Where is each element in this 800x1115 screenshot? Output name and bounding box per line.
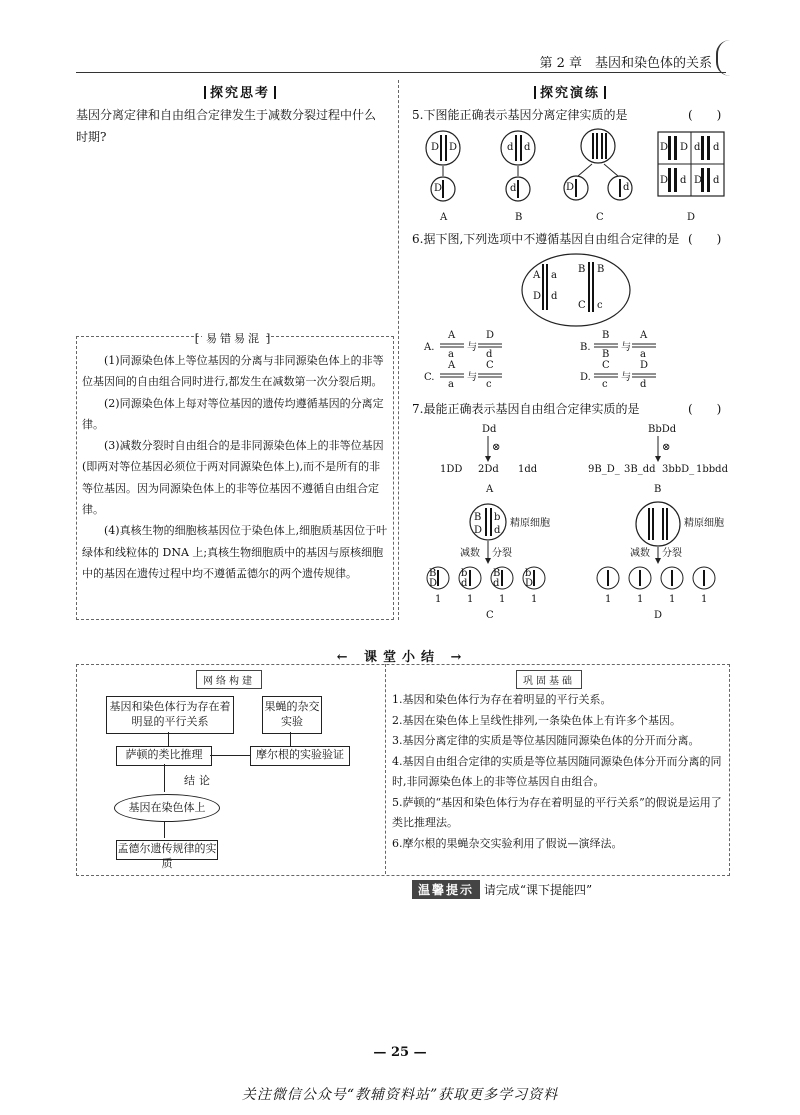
svg-text:BbDd: BbDd (648, 424, 677, 435)
tip-label: 温馨提示 (412, 880, 480, 899)
svg-text:⊗: ⊗ (492, 442, 501, 453)
svg-text:d: d (713, 142, 720, 153)
svg-text:1: 1 (467, 594, 474, 605)
error-item: (3)减数分裂时自由组合的是非同源染色体上的非等位基因(即两对等位基因必须位于两对同源染色体上),而不是所有的非等位基因。因为同源染色体上的非等位基因不遵循自由组合定律。 (82, 439, 384, 517)
svg-text:9B_D_: 9B_D_ (588, 464, 620, 475)
conclusion-label: 结论 (184, 774, 214, 787)
svg-text:D: D (486, 330, 495, 341)
header-rule (76, 72, 726, 73)
svg-text:d: d (640, 379, 647, 390)
svg-text:3bbD_: 3bbD_ (662, 464, 695, 475)
svg-text:Dd: Dd (482, 424, 497, 435)
svg-text:c: c (602, 379, 608, 390)
svg-text:d: d (713, 175, 720, 186)
svg-text:D: D (640, 360, 649, 371)
consolidate-list (392, 690, 722, 854)
consolidate-item: 2.基因在染色体上呈线性排列,一条染色体上有许多个基因。 (392, 713, 681, 727)
header-decoration (716, 40, 732, 76)
svg-text:精原细胞: 精原细胞 (684, 518, 724, 529)
summary-title: ← 课堂小结 → (336, 650, 468, 665)
explore-practice-title: 探究演练 (530, 82, 610, 101)
svg-text:与: 与 (467, 372, 477, 383)
svg-text:D: D (566, 182, 575, 193)
svg-text:B: B (602, 330, 610, 341)
q6-option-c: C. (424, 372, 435, 383)
svg-text:分裂: 分裂 (492, 548, 512, 559)
svg-text:A: A (640, 330, 648, 341)
q6-gene: d (551, 291, 558, 302)
svg-text:D: D (654, 610, 663, 620)
svg-text:b: b (461, 568, 468, 579)
consolidate-title: 巩固基础 (516, 670, 582, 689)
svg-text:B: B (429, 568, 437, 579)
q6-paren: ( ) (688, 232, 722, 246)
svg-text:d: d (494, 525, 501, 536)
svg-text:c: c (486, 379, 492, 390)
flow-arrow (210, 755, 250, 756)
svg-text:D: D (660, 142, 669, 153)
svg-text:1: 1 (499, 594, 506, 605)
q6-option-d: D. (580, 372, 591, 383)
consolidate-item: 6.摩尔根的果蝇杂交实验利用了假说—演绎法。 (392, 836, 623, 850)
q5-option-c: C (596, 212, 604, 223)
svg-text:D: D (449, 142, 458, 153)
error-item: (2)同源染色体上每对等位基因的遗传均遵循基因的分离定律。 (82, 396, 384, 431)
consolidate-item: 4.基因自由组合定律的实质是等位基因随同源染色体分开而分离的同时,非同源染色体上的非等位基因自由组合。 (392, 754, 722, 788)
svg-text:与: 与 (621, 372, 631, 383)
svg-text:d: d (507, 142, 514, 153)
error-item: (4)真核生物的细胞核基因位于染色体上,细胞质基因位于叶绿体和线粒体的 DNA 上;真核生物细胞质中的基因与原核细胞中的基因在遗传过程中均不遵循孟德尔的两个遗传规律。 (82, 524, 388, 580)
q6-gene: c (597, 300, 603, 311)
svg-text:d: d (486, 349, 493, 360)
svg-text:A: A (448, 330, 456, 341)
consolidate-item: 5.萨顿的“基因和染色体行为存在着明显的平行关系”的假说是运用了类比推理法。 (392, 795, 722, 829)
box-mendel-essence: 孟德尔遗传规律的实质 (117, 842, 217, 870)
svg-text:b: b (494, 512, 501, 523)
svg-text:1: 1 (531, 594, 538, 605)
svg-text:1: 1 (637, 594, 644, 605)
svg-text:a: a (448, 379, 454, 390)
error-box-title: [ 易错易混 ] (194, 332, 274, 345)
svg-text:C: C (602, 360, 610, 371)
q7-text: 7.最能正确表示基因自由组合定律实质的是 (412, 402, 640, 416)
q7-paren: ( ) (688, 402, 722, 416)
svg-text:d: d (694, 142, 701, 153)
q5-diagram (410, 128, 730, 224)
svg-text:1bbdd: 1bbdd (696, 464, 728, 475)
svg-text:A: A (448, 360, 456, 371)
explore-thinking-title: 探究思考 (200, 82, 280, 101)
flow-arrow (290, 732, 291, 746)
svg-text:D: D (680, 142, 689, 153)
svg-text:减数: 减数 (460, 548, 480, 559)
q6-cell-diagram (520, 252, 632, 328)
box-sutton-analogy: 萨顿的类比推理 (116, 746, 212, 766)
q6-gene: D (533, 291, 542, 302)
q6-gene: B (578, 264, 586, 275)
warm-tip (412, 880, 592, 899)
q5-option-b: B (515, 212, 523, 223)
q6-gene: A (533, 270, 541, 281)
svg-text:b: b (525, 568, 532, 579)
svg-text:D: D (694, 175, 703, 186)
oval-genes-on-chromosomes: 基因在染色体上 (114, 794, 220, 822)
summary-divider (385, 664, 386, 874)
svg-text:与: 与 (621, 342, 631, 353)
svg-text:1: 1 (605, 594, 612, 605)
svg-text:d: d (493, 578, 500, 589)
q5-option-d: D (687, 212, 696, 223)
q6-text: 6.据下图,下列选项中不遵循基因自由组合定律的是 (412, 232, 680, 246)
q5-paren: ( ) (688, 108, 722, 122)
page-number: — 25 — (373, 1045, 427, 1060)
thinking-question: 基因分离定律和自由组合定律发生于减数分裂过程中什么 时期? (76, 108, 377, 144)
svg-text:D: D (434, 183, 443, 194)
q7-diagram (410, 420, 730, 620)
q6-gene: B (597, 264, 605, 275)
box-parallel-relation: 基因和染色体行为存在着明显的平行关系 (106, 696, 234, 734)
svg-text:减数: 减数 (630, 548, 650, 559)
q6-gene: C (578, 300, 586, 311)
flow-arrow (164, 764, 165, 792)
svg-text:d: d (510, 183, 517, 194)
svg-text:3B_dd: 3B_dd (624, 464, 656, 475)
q6-gene: a (551, 270, 557, 281)
svg-text:B: B (493, 568, 501, 579)
network-title: 网络构建 (196, 670, 262, 689)
q6-option-a: A. (424, 342, 435, 353)
error-item: (1)同源染色体上等位基因的分离与非同源染色体上的非等位基因间的自由组合同时进行,都发生在减数第一次分裂后期。 (82, 354, 384, 389)
svg-text:1: 1 (669, 594, 676, 605)
column-divider (398, 80, 399, 620)
svg-text:A: A (486, 484, 494, 495)
svg-text:B: B (654, 484, 662, 495)
box-morgan-verification: 摩尔根的实验验证 (250, 746, 350, 766)
svg-text:d: d (524, 142, 531, 153)
svg-text:D: D (525, 578, 534, 589)
q5-option-a: A (440, 212, 448, 223)
q5-text: 5.下图能正确表示基因分离定律实质的是 (412, 108, 628, 122)
svg-text:B: B (474, 512, 482, 523)
svg-text:D: D (429, 578, 438, 589)
q6-option-b: B. (580, 342, 591, 353)
svg-text:⊗: ⊗ (662, 442, 671, 453)
svg-text:D: D (660, 175, 669, 186)
svg-text:1: 1 (701, 594, 708, 605)
svg-text:d: d (623, 182, 630, 193)
tip-text: 请完成“课下提能四” (483, 883, 593, 897)
consolidate-item: 1.基因和染色体行为存在着明显的平行关系。 (392, 693, 612, 706)
svg-text:D: D (474, 525, 483, 536)
svg-text:D: D (431, 142, 440, 153)
svg-text:精原细胞: 精原细胞 (510, 518, 550, 529)
consolidate-item: 3.基因分离定律的实质是等位基因随同源染色体的分开而分离。 (392, 734, 700, 747)
svg-text:1: 1 (435, 594, 442, 605)
footer-note: 关注微信公众号“教辅资料站”获取更多学习资料 (241, 1087, 559, 1103)
q6-options (420, 328, 730, 390)
error-box-content (82, 350, 388, 584)
svg-text:1dd: 1dd (518, 464, 538, 475)
svg-text:C: C (486, 610, 494, 620)
svg-text:2Dd: 2Dd (478, 464, 499, 475)
svg-text:a: a (640, 349, 646, 360)
svg-text:d: d (680, 175, 687, 186)
svg-text:C: C (486, 360, 494, 371)
svg-text:d: d (461, 578, 468, 589)
flow-arrow (164, 822, 165, 838)
svg-text:a: a (448, 349, 454, 360)
svg-text:1DD: 1DD (440, 464, 463, 475)
svg-text:B: B (602, 349, 610, 360)
flow-arrow (168, 732, 169, 746)
svg-text:与: 与 (467, 342, 477, 353)
box-fruitfly-experiment: 果蝇的杂交实验 (262, 696, 322, 734)
chapter-header: 第 2 章 基因和染色体的关系 (539, 56, 712, 71)
svg-text:分裂: 分裂 (662, 548, 682, 559)
